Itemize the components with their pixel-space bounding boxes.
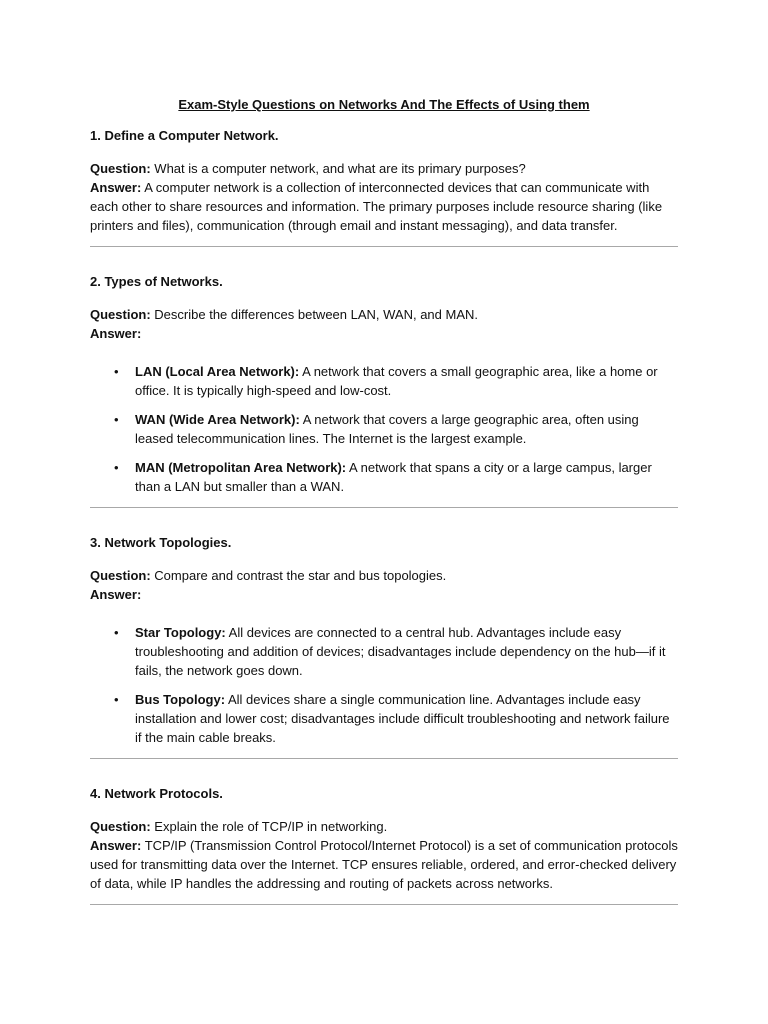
section-2 xyxy=(90,272,678,508)
question-answer-block xyxy=(90,566,678,604)
bullet-icon: • xyxy=(114,364,119,379)
section-3 xyxy=(90,533,678,759)
section-heading: 4. Network Protocols. xyxy=(90,786,223,801)
section-divider xyxy=(90,904,678,905)
list-item xyxy=(114,410,678,448)
section-heading: 2. Types of Networks. xyxy=(90,274,223,289)
bullet-icon: • xyxy=(114,692,119,707)
question-answer-block xyxy=(90,817,678,893)
question-label: Question: xyxy=(90,819,151,834)
answer-line xyxy=(90,585,678,604)
question-line xyxy=(90,159,678,178)
question-answer-block xyxy=(90,159,678,235)
question-label: Question: xyxy=(90,307,151,322)
answer-label: Answer: xyxy=(90,587,142,602)
answer-line xyxy=(90,324,678,343)
list-item-text: All devices share a single communication line. Advantages include easy installation and lower cost; disadvantages include difficult troubleshooting and network failure if the main cable breaks. xyxy=(135,692,670,745)
section-divider xyxy=(90,758,678,759)
answer-list xyxy=(90,623,678,747)
list-item-term: MAN (Metropolitan Area Network): xyxy=(135,460,347,475)
list-item-term: LAN (Local Area Network): xyxy=(135,364,300,379)
bullet-icon: • xyxy=(114,625,119,640)
list-item-term: Bus Topology: xyxy=(135,692,226,707)
question-line xyxy=(90,305,678,324)
list-item xyxy=(114,458,678,496)
bullet-icon: • xyxy=(114,412,119,427)
list-item-text: All devices are connected to a central hub. Advantages include easy troubleshooting and addition of devices; disadvantages include dependency on the hub—if it fails, the network goes down. xyxy=(135,625,666,678)
list-item-text: A network that covers a large geographic area, often using leased telecommunication lines. The Internet is the largest example. xyxy=(135,412,639,446)
section-divider xyxy=(90,507,678,508)
answer-text: A computer network is a collection of interconnected devices that can communicate with each other to share resources and information. The primary purposes include resource sharing (like printers and files), communication (through email and instant messaging), and data transfer. xyxy=(90,180,663,233)
section-divider xyxy=(90,246,678,247)
question-label: Question: xyxy=(90,161,151,176)
question-text: Describe the differences between LAN, WAN, and MAN. xyxy=(154,307,479,322)
document-title: Exam-Style Questions on Networks And The Effects of Using them xyxy=(178,97,590,112)
section-1 xyxy=(90,126,678,247)
section-heading: 1. Define a Computer Network. xyxy=(90,128,279,143)
question-answer-block xyxy=(90,305,678,343)
question-text: What is a computer network, and what are its primary purposes? xyxy=(154,161,526,176)
answer-label: Answer: xyxy=(90,180,142,195)
answer-label: Answer: xyxy=(90,838,142,853)
list-item-text: A network that covers a small geographic area, like a home or office. It is typically high-speed and low-cost. xyxy=(135,364,658,398)
list-item-term: WAN (Wide Area Network): xyxy=(135,412,300,427)
list-item xyxy=(114,690,678,747)
answer-line xyxy=(90,836,678,893)
question-line xyxy=(90,817,678,836)
question-line xyxy=(90,566,678,585)
list-item xyxy=(114,623,678,680)
question-text: Explain the role of TCP/IP in networking. xyxy=(154,819,388,834)
list-item-term: Star Topology: xyxy=(135,625,226,640)
section-heading: 3. Network Topologies. xyxy=(90,535,232,550)
answer-list xyxy=(90,362,678,496)
list-item-text: A network that spans a city or a large campus, larger than a LAN but smaller than a WAN. xyxy=(135,460,652,494)
list-item xyxy=(114,362,678,400)
question-label: Question: xyxy=(90,568,151,583)
answer-label: Answer: xyxy=(90,326,142,341)
bullet-icon: • xyxy=(114,460,119,475)
section-4 xyxy=(90,784,678,905)
question-text: Compare and contrast the star and bus topologies. xyxy=(154,568,447,583)
answer-line xyxy=(90,178,678,235)
answer-text: TCP/IP (Transmission Control Protocol/Internet Protocol) is a set of communication protocols used for transmitting data over the Internet. TCP ensures reliable, ordered, and error-checked delivery of data, while IP handles the addressing and routing of packets across networks. xyxy=(90,838,678,891)
